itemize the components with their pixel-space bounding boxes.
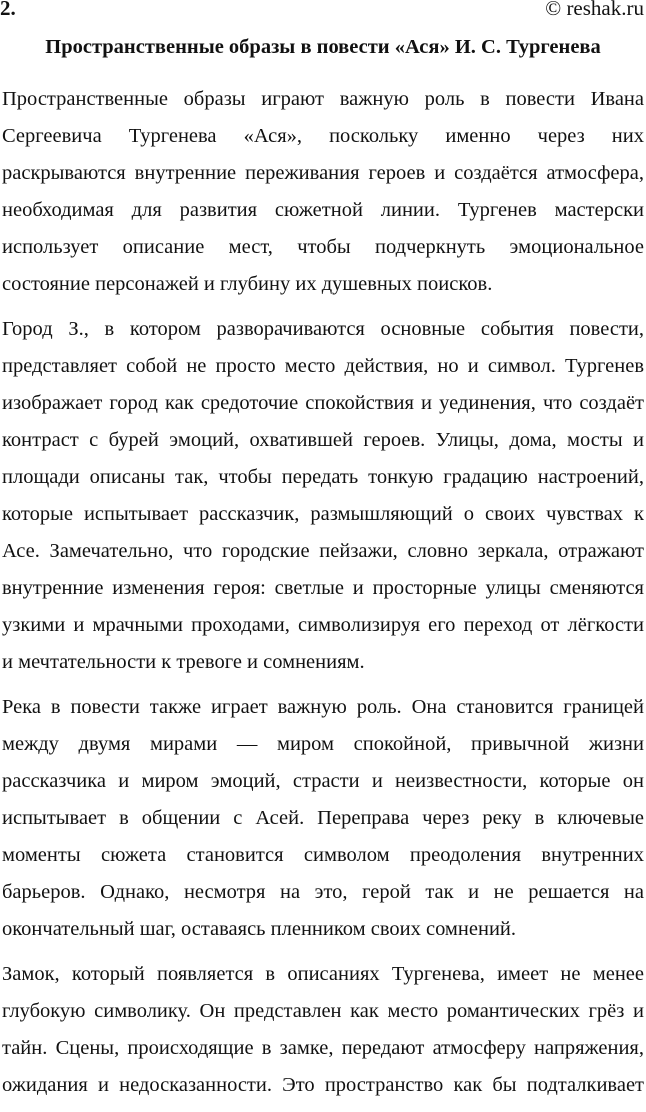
text-line: рассказчика и миром эмоций, страсти и неизвестности, которые он (2, 770, 644, 792)
text-line: необходимая для развития сюжетной линии. Тургенев мастерски (2, 199, 644, 221)
text-line: моменты сюжета становится символом преодоления внутренних (2, 844, 644, 866)
task-number: 2. (0, 0, 16, 20)
text-line: Пространственные образы играют важную роль в повести Ивана (2, 88, 644, 110)
paragraph (2, 81, 644, 303)
text-line: и мечтательности к тревоге и сомнениям. (2, 651, 365, 673)
text-line: Сергеевича Тургенева «Ася», поскольку именно через них (2, 125, 644, 147)
text-line: окончательный шаг, оставаясь пленником своих сомнений. (2, 918, 517, 940)
essay-title: Пространственные образы в повести «Ася» И. С. Тургенева (45, 36, 601, 58)
text-line: раскрываются внутренние переживания героев и создаётся атмосфера, (2, 162, 644, 184)
essay-body (2, 81, 644, 1112)
text-line: между двумя мирами — миром спокойной, привычной жизни (2, 733, 644, 755)
text-line: тайн. Сцены, происходящие в замке, передают атмосферу напряжения, (2, 1037, 644, 1059)
text-line: контраст с бурей эмоций, охватившей героев. Улицы, дома, мосты и (2, 429, 644, 451)
paragraph (2, 689, 644, 948)
text-line: площади описаны так, чтобы передать тонкую градацию настроений, (2, 466, 644, 488)
text-line: состояние персонажей и глубину их душевных поисков. (2, 273, 493, 295)
text-line: Замок, который появляется в описаниях Тургенева, имеет не менее (2, 963, 644, 985)
text-line: Асе. Замечательно, что городские пейзажи, словно зеркала, отражают (2, 540, 644, 562)
text-line: представляет собой не просто место действия, но и символ. Тургенев (2, 355, 644, 377)
text-line: Город З., в котором разворачиваются основные события повести, (2, 318, 644, 340)
text-line: испытывает в общении с Асей. Переправа через реку в ключевые (2, 807, 644, 829)
text-line: изображает город как средоточие спокойствия и уединения, что создаёт (2, 392, 644, 414)
text-line: Река в повести также играет важную роль. Она становится границей (2, 696, 644, 718)
paragraph (2, 311, 644, 681)
text-line: ожидания и недосказанности. Это пространство как бы подталкивает (2, 1074, 644, 1096)
page-header (0, 0, 644, 20)
text-line: использует описание мест, чтобы подчеркнуть эмоциональное (2, 236, 644, 258)
text-line: которые испытывает рассказчик, размышляющий о своих чувствах к (2, 503, 644, 525)
copyright-label: © reshak.ru (545, 0, 644, 20)
paragraph (2, 956, 644, 1104)
text-line: внутренние изменения героя: светлые и просторные улицы сменяются (2, 577, 644, 599)
text-line: глубокую символику. Он представлен как место романтических грёз и (2, 1000, 644, 1022)
text-line: узкими и мрачными проходами, символизируя его переход от лёгкости (2, 614, 644, 636)
text-line: барьеров. Однако, несмотря на это, герой так и не решается на (2, 881, 644, 903)
